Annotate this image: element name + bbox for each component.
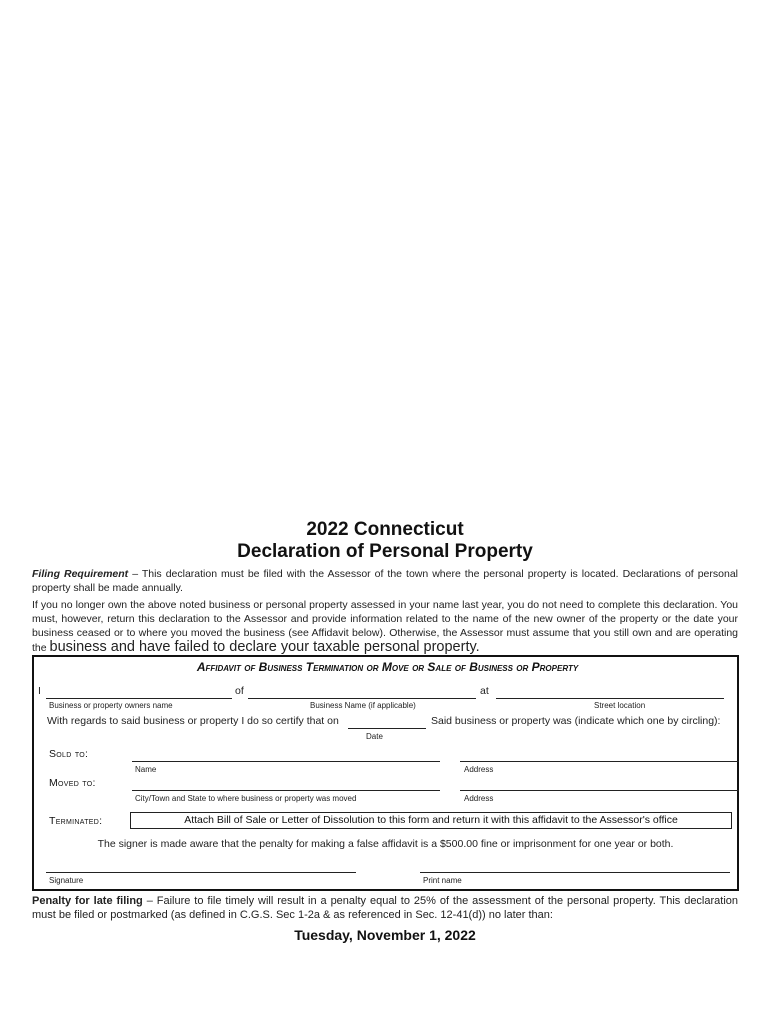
at-label: at [480,685,489,697]
form-title-year: 2022 Connecticut [306,519,464,540]
owner-name-field[interactable] [46,698,232,699]
moved-address-field[interactable] [460,790,739,791]
affidavit-box [32,655,739,891]
owner-name-caption: Business or property owners name [49,701,173,710]
late-filing-text: – Failure to file timely will result in a penalty equal to 25% of the assessment of the personal property. This declaration must be filed or postmarked (as defined in C.G.S. Sec 1-2a & as referenced in Sec. 12-41(d)) no later than: [32,895,739,921]
name-caption: Name [135,765,157,774]
filing-requirement-text: – This declaration must be filed with the Assessor of the town where the personal property is located. Declarations of personal property shall be made annually. [32,568,738,594]
city-caption: City/Town and State to where business or property was moved [135,794,357,803]
form-title: Declaration of Personal Property [237,541,533,562]
late-filing-label: Penalty for late filing [32,895,143,907]
signature-field[interactable] [46,872,356,873]
street-location-caption: Street location [594,701,646,710]
i-label: I [38,685,41,697]
said-business-text: Said business or property was (indicate which one by circling): [431,715,721,727]
address-caption: Address [464,765,494,774]
street-location-field[interactable] [496,698,724,699]
address-caption: Address [464,794,494,803]
date-field[interactable] [348,728,426,729]
terminated-option[interactable]: Terminated: [49,815,103,827]
moved-city-field[interactable] [132,790,440,791]
moved-to-option[interactable]: Moved to: [49,777,96,789]
late-filing-penalty [32,894,738,922]
no-longer-own-text: If you no longer own the above noted business or personal property assessed in your name last year, you do not need to complete this declaration. You must, however, return this declaration to the Assessor and provide information related to the name of the new owner of the property or the date your business ceased or to where you moved the business (see Affidavit below). Otherwise, the Assessor must assume that you still own and are operating the [32,599,738,654]
buyer-name-field[interactable] [132,761,440,762]
filing-deadline: Tuesday, November 1, 2022 [294,927,476,943]
of-label: of [235,685,244,697]
filing-requirement-label: Filing Requirement [32,568,129,580]
buyer-address-field[interactable] [460,761,739,762]
print-name-field[interactable] [420,872,730,873]
business-name-caption: Business Name (if applicable) [310,701,416,710]
no-longer-own-text-large: business and have failed to declare your taxable personal property. [49,639,480,655]
sold-to-option[interactable]: Sold to: [49,748,89,760]
attach-instruction: Attach Bill of Sale or Letter of Dissolution to this form and return it with this affidavit to the Assessor's office [130,812,732,829]
certify-text: With regards to said business or property I do so certify that on [47,715,339,727]
false-affidavit-penalty: The signer is made aware that the penalty for making a false affidavit is a $500.00 fine or imprisonment for one year or both. [97,838,674,850]
business-name-field[interactable] [248,698,476,699]
print-name-caption: Print name [423,876,462,885]
date-caption: Date [366,732,383,741]
signature-caption: Signature [49,876,84,885]
no-longer-own-paragraph [32,598,738,655]
filing-requirement [32,567,738,595]
affidavit-heading: Affidavit of Business Termination or Move or Sale of Business or Property [196,660,579,674]
